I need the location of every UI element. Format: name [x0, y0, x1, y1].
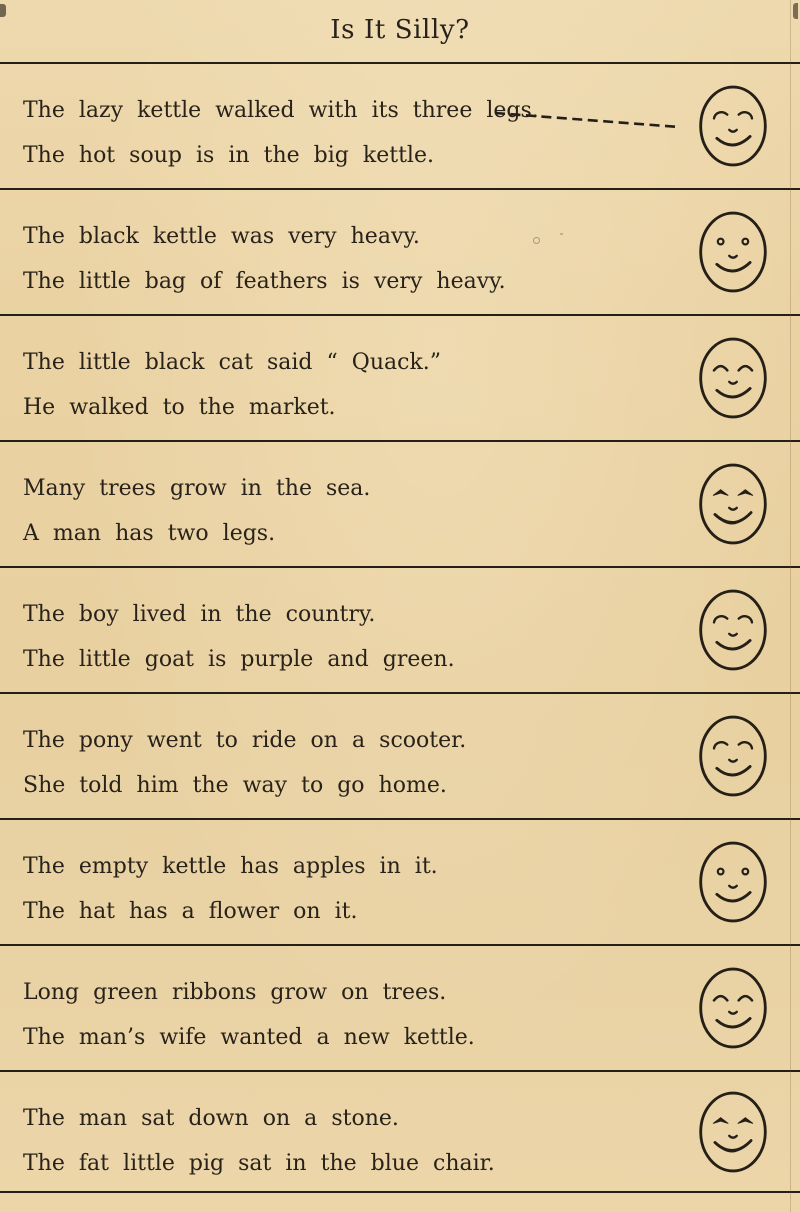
smiley-face-icon [695, 333, 771, 423]
sentence-1: Long green ribbons grow on trees. [23, 980, 447, 1005]
sentence-1: The pony went to ride on a scooter. [23, 728, 467, 753]
sentence-1: The little black cat said “ Quack.” [23, 350, 442, 375]
exercise-rows [0, 64, 800, 1193]
sentence-1: The lazy kettle walked with its three legs. [23, 98, 539, 123]
page-title: Is It Silly? [330, 15, 470, 45]
smiley-face-icon [695, 585, 771, 675]
smiley-face-icon [695, 837, 771, 927]
smiley-face-icon [695, 81, 771, 171]
sentence-2: The fat little pig sat in the blue chair. [23, 1151, 495, 1176]
sentence-2: She told him the way to go home. [23, 773, 447, 798]
exercise-row [0, 442, 800, 568]
smiley-face-icon [695, 963, 771, 1053]
smiley-face-icon [695, 1087, 771, 1177]
smiley-face-icon [695, 207, 771, 297]
sentence-2: A man has two legs. [23, 521, 276, 546]
sentence-2: The man’s wife wanted a new kettle. [23, 1025, 475, 1050]
exercise-row [0, 568, 800, 694]
sentence-2: The hat has a flower on it. [23, 899, 358, 924]
sentence-1: The boy lived in the country. [23, 602, 376, 627]
exercise-row [0, 316, 800, 442]
exercise-row [0, 946, 800, 1072]
exercise-row [0, 694, 800, 820]
sentence-1: The empty kettle has apples in it. [23, 854, 438, 879]
smiley-face-icon [695, 711, 771, 801]
exercise-row [0, 64, 800, 190]
sentence-1: The man sat down on a stone. [23, 1106, 399, 1131]
title-block [0, 0, 800, 64]
sentence-2: The little goat is purple and green. [23, 647, 455, 672]
sentence-2: The hot soup is in the big kettle. [23, 143, 434, 168]
exercise-row [0, 820, 800, 946]
sentence-2: The little bag of feathers is very heavy. [23, 269, 506, 294]
sentence-1: Many trees grow in the sea. [23, 476, 371, 501]
sentence-2: He walked to the market. [23, 395, 336, 420]
exercise-row [0, 1072, 800, 1193]
smiley-face-icon [695, 459, 771, 549]
sentence-1: The black kettle was very heavy. [23, 224, 420, 249]
exercise-row [0, 190, 800, 316]
answer-connector-line [493, 108, 683, 132]
